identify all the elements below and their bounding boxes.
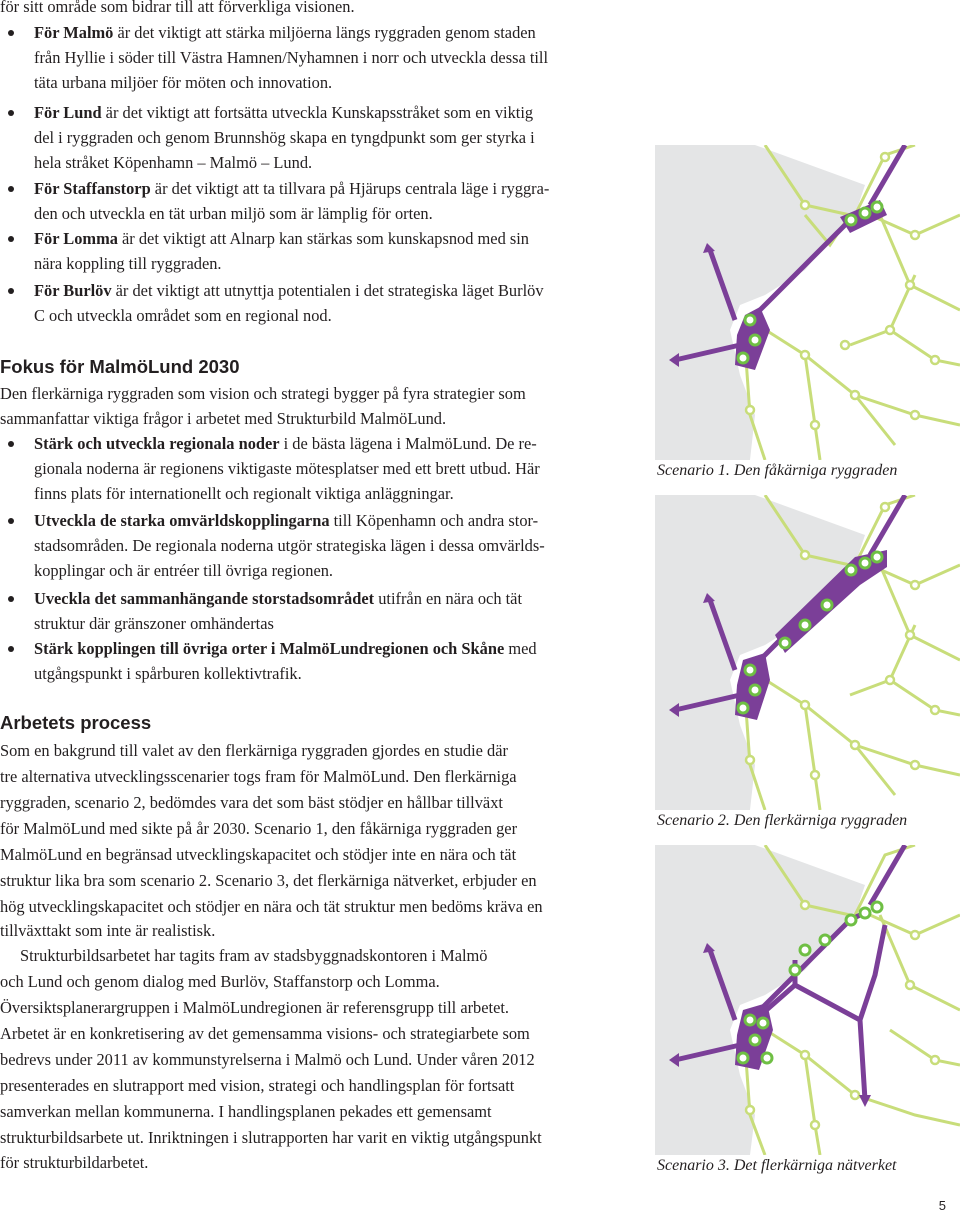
list-item: För Malmö är det viktigt att stärka miljöerna längs ryggraden genom staden från Hyllie i söder till Västra Hamnen/Nyhamnen i norr och utveckla dessa till täta urbana miljöer för möten och innovation. (34, 23, 549, 92)
scenario-1-caption: Scenario 1. Den fåkärniga ryggraden (657, 462, 898, 479)
process-line: tillväxttakt som inte är realistisk. (0, 921, 216, 940)
fokus-intro-line: sammanfattar viktiga frågor i arbetet med Strukturbild MalmöLund. (0, 409, 447, 428)
process-line: Strukturbildsarbetet har tagits fram av stadsbyggnadskontoren i Malmö (20, 946, 488, 965)
process-line: presenterades en slutrapport med vision, strategi och handlingsplan för fortsatt (0, 1076, 515, 1095)
list-item: För Staffanstorp är det viktigt att ta tillvara på Hjärups centrala läge i ryggra- den och utveckla en tät urban miljö som är lämplig för orten. (34, 179, 550, 223)
scenario-3-map (655, 845, 960, 1155)
scenario-2-map (655, 495, 960, 810)
bullet-icon (8, 236, 14, 242)
process-line: MalmöLund en begränsad utvecklingskapacitet och stödjer inte en nära och tät (0, 845, 517, 864)
scenario-3-caption: Scenario 3. Det flerkärniga nätverket (657, 1157, 897, 1174)
process-line: för strukturbildarbetet. (0, 1153, 149, 1172)
process-line: Arbetet är en konkretisering av det gemensamma visions- och strategiarbete som (0, 1024, 530, 1043)
process-line: och Lund och genom dialog med Burlöv, Staffanstorp och Lomma. (0, 972, 440, 991)
list-item: Stärk och utveckla regionala noder i de bästa lägena i MalmöLund. De re- gionala noderna är regionens viktigaste mötesplatser med ett brett utbud. Här finns plats för internationellt och regionalt viktiga anläggningar. (34, 434, 540, 503)
bullet-icon (8, 110, 14, 116)
bullet-icon (8, 30, 14, 36)
process-line: för MalmöLund med sikte på år 2030. Scenario 1, den fåkärniga ryggraden ger (0, 819, 518, 838)
list-item: Uveckla det sammanhängande storstadsområdet utifrån en nära och tät struktur där gränszoner omhändertas (34, 589, 523, 633)
fokus-heading: Fokus för MalmöLund 2030 (0, 356, 240, 377)
process-line: tre alternativa utvecklingsscenarier togs fram för MalmöLund. Den flerkärniga (0, 767, 517, 786)
scenario-1-map (655, 145, 960, 460)
bullet-icon (8, 288, 14, 294)
bullet-icon (8, 441, 14, 447)
process-line: Översiktsplanerargruppen i MalmöLundregionen är referensgrupp till arbetet. (0, 998, 509, 1017)
intro-tail: för sitt område som bidrar till att förverkliga visionen. (0, 0, 355, 16)
process-line: strukturbildsarbete ut. Inriktningen i slutrapporten har varit en viktig utgångspunkt (0, 1128, 542, 1147)
list-item: Stärk kopplingen till övriga orter i MalmöLundregionen och Skåne med utgångspunkt i spårburen kollektivtrafik. (34, 639, 537, 683)
list-item: Utveckla de starka omvärldskopplingarna till Köpenhamn och andra stor- stadsområden. De regionala noderna utgör strategiska lägen i dessa omvärlds- kopplingar och är entréer till övriga regionen. (34, 511, 545, 580)
bullet-icon (8, 596, 14, 602)
scenario-2-caption: Scenario 2. Den flerkärniga ryggraden (657, 812, 908, 829)
process-line: hög utvecklingskapacitet och stödjer en nära och tät struktur men bedöms kräva en (0, 897, 543, 916)
fokus-intro-line: Den flerkärniga ryggraden som vision och strategi bygger på fyra strategier som (0, 384, 526, 403)
page-number: 5 (938, 1198, 946, 1213)
bullet-icon (8, 646, 14, 652)
list-item: För Burlöv är det viktigt att utnyttja potentialen i det strategiska läget Burlöv C och utveckla området som en regional nod. (34, 281, 544, 325)
list-item: För Lund är det viktigt att fortsätta utveckla Kunskapsstråket som en viktig del i ryggraden och genom Brunnshög skapa en tyngdpunkt som ger styrka i hela stråket Köpenhamn – Malmö – Lund. (34, 103, 535, 172)
process-line: samverkan mellan kommunerna. I handlingsplanen pekades ett gemensamt (0, 1102, 492, 1121)
bullet-icon (8, 518, 14, 524)
process-line: ryggraden, scenario 2, bedömdes vara det som bäst stödjer en hållbar tillväxt (0, 793, 503, 812)
bullet-icon (8, 186, 14, 192)
process-line: Som en bakgrund till valet av den flerkärniga ryggraden gjordes en studie där (0, 741, 508, 760)
process-heading: Arbetets process (0, 712, 152, 733)
process-line: bedrevs under 2011 av kommunstyrelserna i Malmö och Lund. Under våren 2012 (0, 1050, 535, 1069)
list-item: För Lomma är det viktigt att Alnarp kan stärkas som kunskapsnod med sin nära koppling till ryggraden. (34, 229, 529, 273)
process-line: struktur lika bra som scenario 2. Scenario 3, det flerkärniga nätverket, erbjuder en (0, 871, 537, 890)
